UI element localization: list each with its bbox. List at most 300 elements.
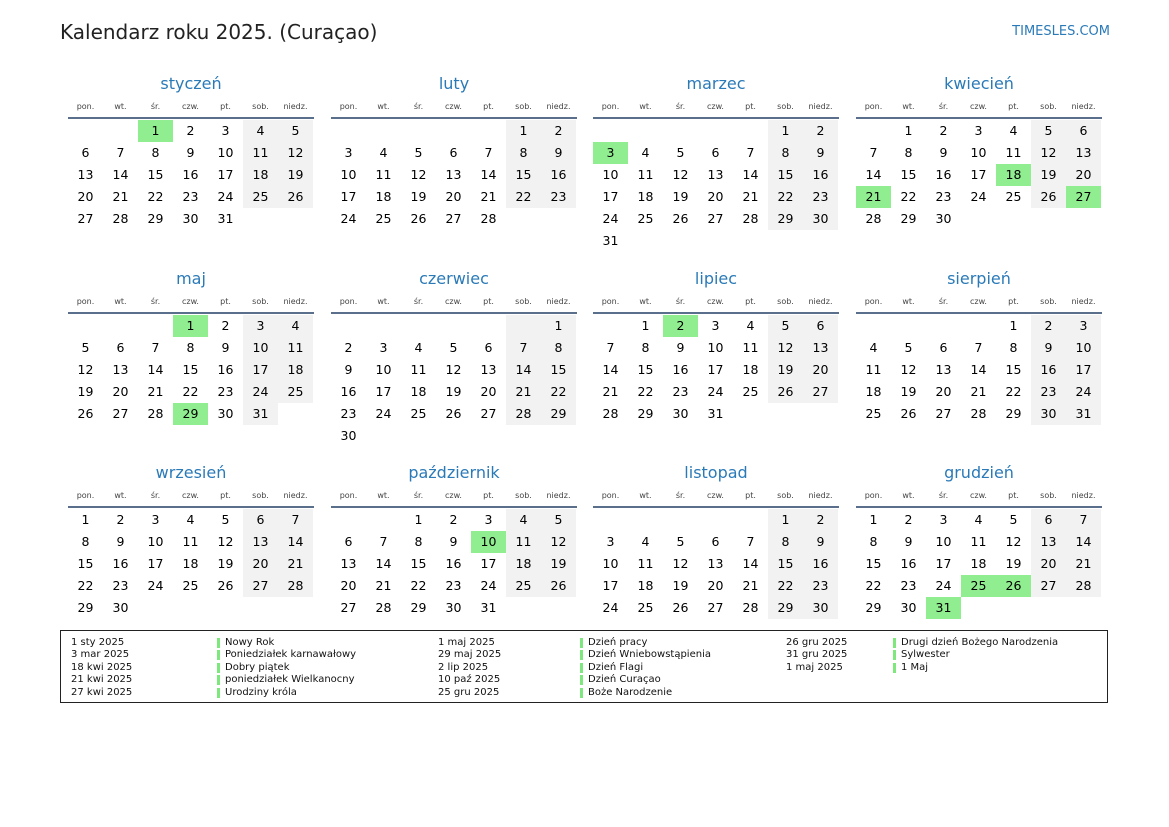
day-cell: 2 xyxy=(344,340,353,355)
weekday-label: wt. xyxy=(114,102,127,111)
day-cell: 12 xyxy=(672,556,689,571)
legend-holiday-name: Dzień Flagi xyxy=(588,661,644,673)
month-name: styczeń xyxy=(160,74,222,93)
day-cell: 27 xyxy=(340,600,357,615)
day-cell: 6 xyxy=(1031,509,1066,531)
weekday-header xyxy=(856,99,1102,119)
month-block xyxy=(593,265,839,425)
day-cell: 30 xyxy=(340,428,357,443)
day-cell: 18 xyxy=(637,189,654,204)
weekday-label: czw. xyxy=(445,102,462,111)
day-cell: 30 xyxy=(803,597,838,619)
holiday-day-cell: 25 xyxy=(961,575,996,597)
legend-marker xyxy=(580,675,583,685)
day-cell: 15 xyxy=(410,556,427,571)
weekday-label: pon. xyxy=(76,102,95,111)
weekday-header xyxy=(68,488,314,508)
legend-marker xyxy=(893,638,896,648)
day-cell: 29 xyxy=(637,406,654,421)
day-cell: 5 xyxy=(676,145,685,160)
day-cell: 16 xyxy=(445,556,462,571)
empty-cell xyxy=(103,120,138,142)
day-cell: 19 xyxy=(1005,556,1022,571)
day-cell: 11 xyxy=(278,337,313,359)
weekday-label: sob. xyxy=(777,297,794,306)
legend-marker xyxy=(217,688,220,698)
day-cell: 21 xyxy=(1066,553,1101,575)
day-cell: 12 xyxy=(541,531,576,553)
day-cell: 25 xyxy=(1005,189,1022,204)
weekday-label: sob. xyxy=(1040,297,1057,306)
legend-holiday-name: 1 Maj xyxy=(901,661,929,673)
day-cell: 1 xyxy=(641,318,650,333)
day-cell: 11 xyxy=(970,534,987,549)
day-cell: 15 xyxy=(637,362,654,377)
day-cell: 14 xyxy=(147,362,164,377)
day-cell: 4 xyxy=(641,534,650,549)
day-cell: 15 xyxy=(541,359,576,381)
day-cell: 30 xyxy=(112,600,129,615)
weekday-label: sob. xyxy=(515,102,532,111)
weekday-label: pon. xyxy=(601,102,620,111)
day-cell: 12 xyxy=(1005,534,1022,549)
legend-date: 25 gru 2025 xyxy=(438,686,500,698)
legend-date: 1 sty 2025 xyxy=(71,637,125,648)
day-cell: 9 xyxy=(221,340,230,355)
month-name: maj xyxy=(176,269,206,288)
weekday-label: czw. xyxy=(707,491,724,500)
day-cell: 1 xyxy=(506,120,541,142)
holiday-day-cell: 1 xyxy=(173,315,208,337)
day-cell: 20 xyxy=(340,578,357,593)
day-cell: 25 xyxy=(410,406,427,421)
day-cell: 18 xyxy=(637,578,654,593)
month-name: kwiecień xyxy=(944,74,1014,93)
day-cell: 14 xyxy=(970,362,987,377)
day-cell: 16 xyxy=(541,164,576,186)
day-cell: 11 xyxy=(506,531,541,553)
weekday-header xyxy=(331,294,577,314)
day-grid xyxy=(856,315,1102,425)
day-cell: 8 xyxy=(506,142,541,164)
day-cell: 16 xyxy=(900,556,917,571)
day-cell: 3 xyxy=(221,123,230,138)
weekday-label: pt. xyxy=(745,491,756,500)
weekday-label: wt. xyxy=(902,297,915,306)
holiday-day-cell: 31 xyxy=(926,597,961,619)
day-cell: 29 xyxy=(1005,406,1022,421)
legend-date: 1 maj 2025 xyxy=(438,637,495,648)
day-cell: 23 xyxy=(182,189,199,204)
weekday-label: sob. xyxy=(777,491,794,500)
month-block xyxy=(331,459,577,619)
day-cell: 17 xyxy=(602,189,619,204)
empty-cell xyxy=(68,120,103,142)
holiday-day-cell: 21 xyxy=(856,186,891,208)
day-cell: 12 xyxy=(445,362,462,377)
month-name: czerwiec xyxy=(419,269,489,288)
day-cell: 11 xyxy=(742,340,759,355)
empty-cell xyxy=(471,315,506,337)
day-cell: 9 xyxy=(904,534,913,549)
day-cell: 9 xyxy=(1031,337,1066,359)
day-cell: 10 xyxy=(935,534,952,549)
legend-date: 31 gru 2025 xyxy=(786,649,848,661)
legend-date: 1 maj 2025 xyxy=(786,661,843,673)
weekday-label: pon. xyxy=(339,491,358,500)
day-cell: 13 xyxy=(77,167,94,182)
day-cell: 16 xyxy=(1031,359,1066,381)
day-cell: 11 xyxy=(637,556,654,571)
weekday-label: śr. xyxy=(938,491,949,500)
day-cell: 6 xyxy=(1066,120,1101,142)
legend-holiday-name: Nowy Rok xyxy=(225,637,275,648)
weekday-label: wt. xyxy=(639,297,652,306)
legend-holiday-name: poniedziałek Wielkanocny xyxy=(225,674,355,686)
day-cell: 16 xyxy=(803,553,838,575)
day-cell: 24 xyxy=(602,211,619,226)
day-cell: 4 xyxy=(414,340,423,355)
day-cell: 23 xyxy=(672,384,689,399)
day-cell: 2 xyxy=(939,123,948,138)
month-block xyxy=(593,459,839,619)
day-cell: 31 xyxy=(707,406,724,421)
day-cell: 15 xyxy=(865,556,882,571)
day-cell: 14 xyxy=(480,167,497,182)
site-link[interactable]: TIMESLES.COM xyxy=(1012,24,1110,39)
day-cell: 6 xyxy=(484,340,493,355)
day-cell: 8 xyxy=(1009,340,1018,355)
day-cell: 30 xyxy=(900,600,917,615)
weekday-label: pt. xyxy=(220,491,231,500)
day-cell: 14 xyxy=(278,531,313,553)
day-cell: 2 xyxy=(904,512,913,527)
weekday-label: wt. xyxy=(639,102,652,111)
legend-date: 2 lip 2025 xyxy=(438,661,489,673)
legend-marker xyxy=(217,663,220,673)
day-cell: 14 xyxy=(602,362,619,377)
day-cell: 10 xyxy=(147,534,164,549)
empty-cell xyxy=(593,315,628,337)
day-cell: 17 xyxy=(375,384,392,399)
weekday-label: pt. xyxy=(745,102,756,111)
day-cell: 13 xyxy=(803,337,838,359)
day-cell: 16 xyxy=(217,362,234,377)
legend-date: 26 gru 2025 xyxy=(786,637,848,648)
weekday-label: sob. xyxy=(252,297,269,306)
day-cell: 14 xyxy=(742,167,759,182)
weekday-label: pon. xyxy=(339,102,358,111)
day-cell: 21 xyxy=(506,381,541,403)
weekday-label: pon. xyxy=(601,491,620,500)
day-cell: 1 xyxy=(414,512,423,527)
weekday-label: czw. xyxy=(445,491,462,500)
day-cell: 19 xyxy=(541,553,576,575)
weekday-label: pt. xyxy=(483,297,494,306)
weekday-label: wt. xyxy=(114,491,127,500)
weekday-label: śr. xyxy=(150,102,161,111)
day-grid xyxy=(331,120,577,230)
legend-holiday-name: Poniedziałek karnawałowy xyxy=(225,649,357,661)
day-cell: 14 xyxy=(742,556,759,571)
day-cell: 8 xyxy=(768,142,803,164)
legend-marker xyxy=(580,688,583,698)
day-grid xyxy=(593,509,839,619)
month-block xyxy=(856,459,1102,619)
weekday-label: wt. xyxy=(902,491,915,500)
day-cell: 22 xyxy=(410,578,427,593)
day-cell: 29 xyxy=(768,208,803,230)
day-cell: 14 xyxy=(375,556,392,571)
day-cell: 21 xyxy=(742,189,759,204)
day-cell: 18 xyxy=(243,164,278,186)
weekday-header xyxy=(856,294,1102,314)
day-cell: 21 xyxy=(375,578,392,593)
day-cell: 23 xyxy=(803,186,838,208)
day-cell: 20 xyxy=(707,578,724,593)
day-cell: 20 xyxy=(935,384,952,399)
empty-cell xyxy=(103,315,138,337)
day-cell: 19 xyxy=(410,189,427,204)
legend-date: 10 paź 2025 xyxy=(438,674,501,686)
day-cell: 20 xyxy=(77,189,94,204)
day-cell: 21 xyxy=(602,384,619,399)
day-cell: 24 xyxy=(217,189,234,204)
weekday-label: sob. xyxy=(515,297,532,306)
day-cell: 7 xyxy=(606,340,615,355)
day-cell: 4 xyxy=(641,145,650,160)
day-cell: 8 xyxy=(641,340,650,355)
weekday-label: sob. xyxy=(252,491,269,500)
day-cell: 7 xyxy=(746,145,755,160)
day-cell: 10 xyxy=(970,145,987,160)
day-cell: 19 xyxy=(217,556,234,571)
weekday-label: niedz. xyxy=(808,297,833,306)
month-name: grudzień xyxy=(944,463,1014,482)
weekday-label: niedz. xyxy=(546,491,571,500)
page-title: Kalendarz roku 2025. (Curaçao) xyxy=(60,20,378,44)
day-cell: 30 xyxy=(935,211,952,226)
legend-holiday-name: Sylwester xyxy=(901,649,950,661)
empty-cell xyxy=(733,120,768,142)
legend-date: 21 kwi 2025 xyxy=(71,674,133,686)
day-cell: 11 xyxy=(243,142,278,164)
day-cell: 16 xyxy=(182,167,199,182)
day-grid xyxy=(593,120,839,252)
day-cell: 15 xyxy=(900,167,917,182)
day-cell: 21 xyxy=(480,189,497,204)
weekday-label: pon. xyxy=(76,297,95,306)
day-cell: 13 xyxy=(1031,531,1066,553)
day-cell: 20 xyxy=(803,359,838,381)
day-cell: 19 xyxy=(1031,164,1066,186)
day-cell: 25 xyxy=(278,381,313,403)
month-block xyxy=(856,265,1102,425)
day-cell: 26 xyxy=(445,406,462,421)
day-cell: 4 xyxy=(746,318,755,333)
day-cell: 29 xyxy=(147,211,164,226)
weekday-label: pon. xyxy=(864,102,883,111)
day-cell: 5 xyxy=(278,120,313,142)
day-cell: 28 xyxy=(147,406,164,421)
day-cell: 5 xyxy=(676,534,685,549)
day-cell: 28 xyxy=(480,211,497,226)
day-cell: 13 xyxy=(935,362,952,377)
empty-cell xyxy=(331,315,366,337)
weekday-header xyxy=(68,294,314,314)
day-cell: 12 xyxy=(217,534,234,549)
day-cell: 8 xyxy=(869,534,878,549)
day-cell: 15 xyxy=(77,556,94,571)
day-cell: 21 xyxy=(278,553,313,575)
day-cell: 19 xyxy=(77,384,94,399)
day-cell: 21 xyxy=(112,189,129,204)
day-cell: 5 xyxy=(904,340,913,355)
weekday-label: niedz. xyxy=(283,297,308,306)
day-cell: 6 xyxy=(243,509,278,531)
day-cell: 4 xyxy=(186,512,195,527)
month-name: sierpień xyxy=(947,269,1011,288)
month-name: lipiec xyxy=(694,269,738,288)
weekday-label: pon. xyxy=(864,491,883,500)
day-cell: 2 xyxy=(803,120,838,142)
day-cell: 24 xyxy=(935,578,952,593)
day-cell: 8 xyxy=(81,534,90,549)
legend-marker xyxy=(580,663,583,673)
day-cell: 9 xyxy=(676,340,685,355)
weekday-label: pt. xyxy=(1008,102,1019,111)
empty-cell xyxy=(366,315,401,337)
empty-cell xyxy=(436,120,471,142)
day-cell: 4 xyxy=(278,315,313,337)
weekday-label: pt. xyxy=(220,297,231,306)
legend-date: 3 mar 2025 xyxy=(71,649,130,661)
day-cell: 19 xyxy=(278,164,313,186)
day-cell: 6 xyxy=(81,145,90,160)
weekday-label: sob. xyxy=(1040,102,1057,111)
empty-cell xyxy=(698,120,733,142)
empty-cell xyxy=(401,315,436,337)
day-cell: 22 xyxy=(865,578,882,593)
weekday-label: śr. xyxy=(938,297,949,306)
day-cell: 7 xyxy=(974,340,983,355)
day-cell: 24 xyxy=(243,381,278,403)
day-cell: 20 xyxy=(480,384,497,399)
day-cell: 8 xyxy=(151,145,160,160)
day-grid xyxy=(856,509,1102,619)
day-cell: 4 xyxy=(974,512,983,527)
weekday-label: wt. xyxy=(377,297,390,306)
day-cell: 30 xyxy=(217,406,234,421)
day-cell: 4 xyxy=(506,509,541,531)
legend-holiday-name: Dzień Curaçao xyxy=(588,674,661,686)
day-cell: 18 xyxy=(970,556,987,571)
holiday-day-cell: 18 xyxy=(996,164,1031,186)
holiday-day-cell: 29 xyxy=(173,403,208,425)
day-grid xyxy=(856,120,1102,230)
day-cell: 23 xyxy=(541,186,576,208)
weekday-label: wt. xyxy=(377,491,390,500)
day-cell: 6 xyxy=(449,145,458,160)
day-cell: 25 xyxy=(506,575,541,597)
day-cell: 14 xyxy=(865,167,882,182)
month-name: październik xyxy=(408,463,500,482)
legend-holiday-name: Dzień pracy xyxy=(588,637,648,648)
weekday-label: pt. xyxy=(1008,491,1019,500)
day-cell: 7 xyxy=(116,145,125,160)
weekday-label: wt. xyxy=(377,102,390,111)
day-cell: 19 xyxy=(768,359,803,381)
weekday-label: niedz. xyxy=(808,491,833,500)
weekday-label: niedz. xyxy=(1071,102,1096,111)
day-cell: 23 xyxy=(217,384,234,399)
day-grid xyxy=(331,315,577,447)
empty-cell xyxy=(436,315,471,337)
holiday-day-cell: 10 xyxy=(471,531,506,553)
empty-cell xyxy=(401,120,436,142)
day-cell: 17 xyxy=(480,556,497,571)
day-cell: 23 xyxy=(900,578,917,593)
day-cell: 5 xyxy=(81,340,90,355)
weekday-label: pt. xyxy=(483,102,494,111)
day-cell: 17 xyxy=(935,556,952,571)
day-cell: 10 xyxy=(243,337,278,359)
day-cell: 3 xyxy=(484,512,493,527)
legend-holiday-name: Dobry piątek xyxy=(225,661,290,673)
day-cell: 29 xyxy=(865,600,882,615)
month-name: marzec xyxy=(686,74,746,93)
day-cell: 30 xyxy=(672,406,689,421)
day-cell: 9 xyxy=(803,531,838,553)
day-cell: 2 xyxy=(186,123,195,138)
day-cell: 26 xyxy=(278,186,313,208)
weekday-label: pon. xyxy=(339,297,358,306)
day-cell: 23 xyxy=(1031,381,1066,403)
empty-cell xyxy=(733,509,768,531)
legend-marker xyxy=(217,650,220,660)
weekday-header xyxy=(331,488,577,508)
day-cell: 19 xyxy=(445,384,462,399)
day-cell: 18 xyxy=(182,556,199,571)
month-block xyxy=(68,265,314,425)
day-cell: 23 xyxy=(340,406,357,421)
day-cell: 28 xyxy=(602,406,619,421)
weekday-label: śr. xyxy=(675,102,686,111)
legend-date: 27 kwi 2025 xyxy=(71,686,133,698)
day-cell: 17 xyxy=(1066,359,1101,381)
day-cell: 23 xyxy=(803,575,838,597)
day-cell: 22 xyxy=(1005,384,1022,399)
day-cell: 18 xyxy=(865,384,882,399)
day-cell: 13 xyxy=(707,167,724,182)
day-cell: 20 xyxy=(243,553,278,575)
day-cell: 22 xyxy=(900,189,917,204)
weekday-label: sob. xyxy=(515,491,532,500)
day-cell: 10 xyxy=(217,145,234,160)
day-cell: 31 xyxy=(480,600,497,615)
day-cell: 27 xyxy=(77,211,94,226)
day-cell: 3 xyxy=(151,512,160,527)
day-cell: 3 xyxy=(939,512,948,527)
day-cell: 18 xyxy=(410,384,427,399)
legend-marker xyxy=(580,638,583,648)
day-cell: 27 xyxy=(480,406,497,421)
day-cell: 3 xyxy=(344,145,353,160)
weekday-label: niedz. xyxy=(283,102,308,111)
weekday-label: czw. xyxy=(182,491,199,500)
day-cell: 24 xyxy=(480,578,497,593)
day-cell: 27 xyxy=(112,406,129,421)
